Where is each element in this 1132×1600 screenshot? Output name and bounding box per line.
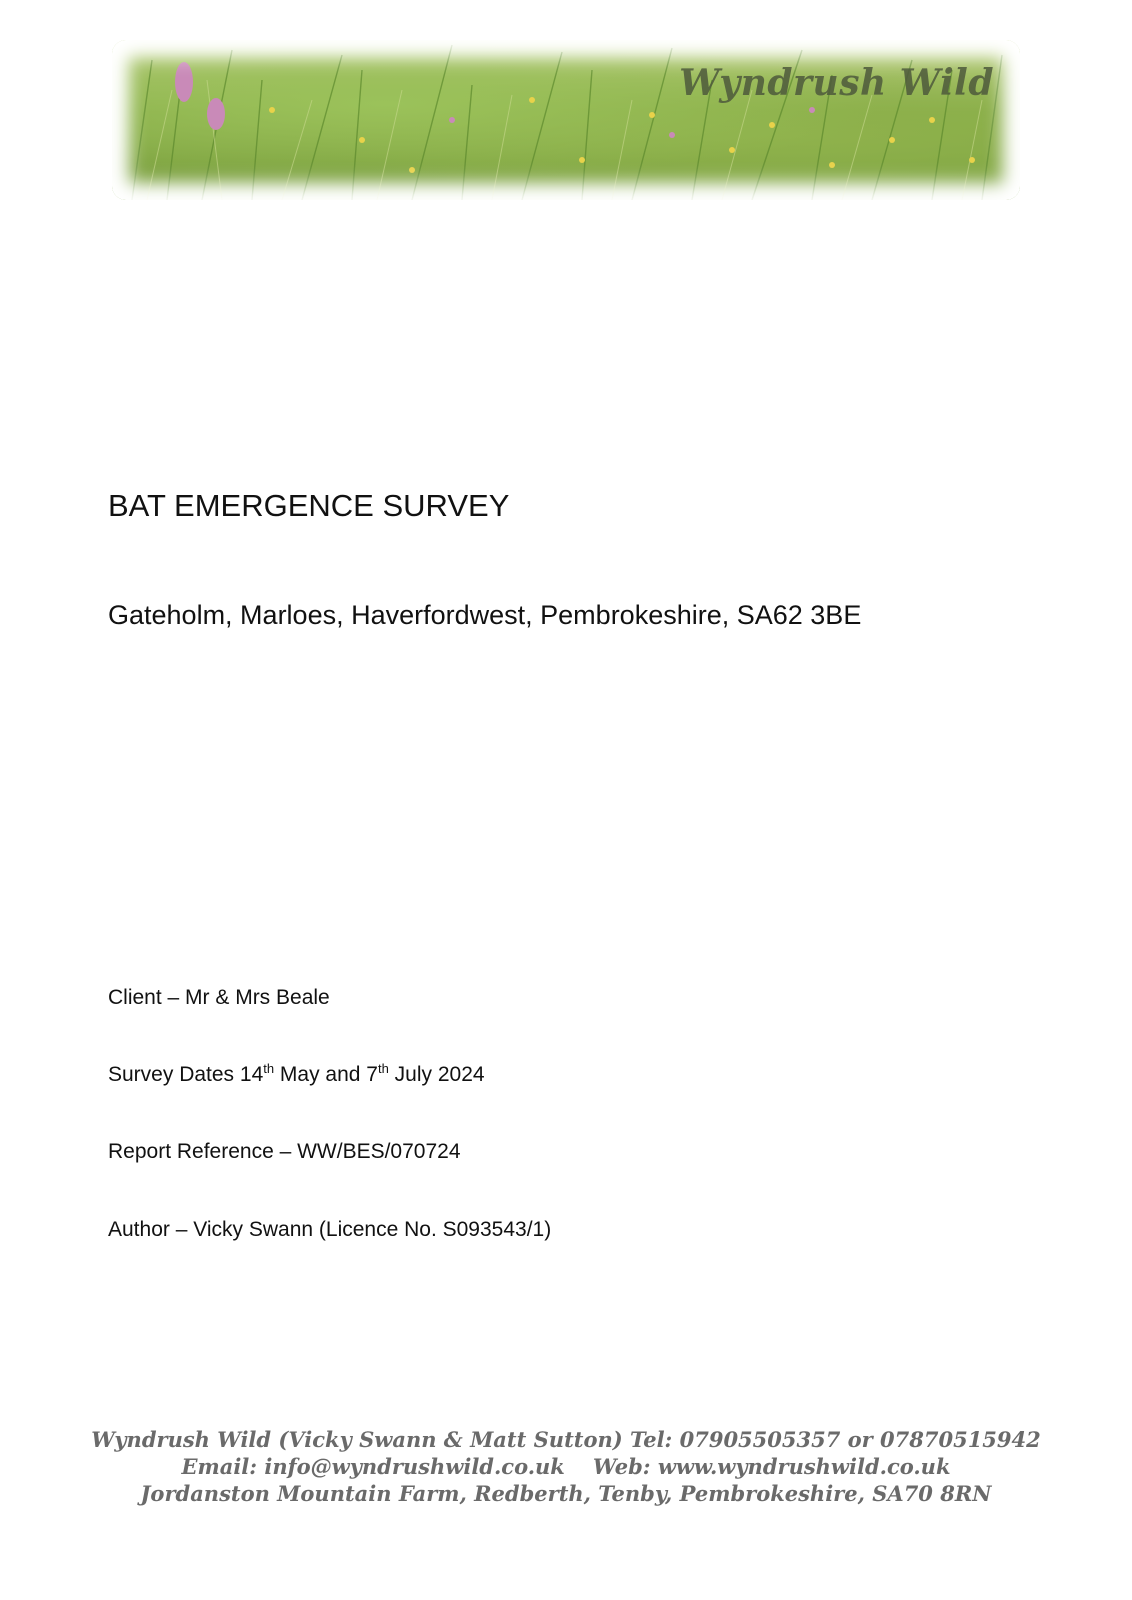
document-title: BAT EMERGENCE SURVEY	[108, 488, 510, 523]
footer-line-address: Jordanston Mountain Farm, Redberth, Tenby, Pembrokeshire, SA70 8RN	[140, 1481, 992, 1506]
report-reference-line: Report Reference – WW/BES/070724	[108, 1140, 461, 1163]
brand-logo-text: Wyndrush Wild	[679, 62, 994, 104]
survey-dates-line	[108, 1063, 485, 1087]
footer-email[interactable]: Email: info@wyndrushwild.co.uk	[181, 1454, 565, 1479]
survey-dates-prefix: Survey Dates 14	[108, 1063, 264, 1086]
ordinal-suffix-1: th	[263, 1061, 275, 1076]
client-line: Client – Mr & Mrs Beale	[108, 986, 330, 1009]
author-line: Author – Vicky Swann (Licence No. S093543/1)	[108, 1218, 552, 1241]
footer-web[interactable]: Web: www.wyndrushwild.co.uk	[592, 1454, 951, 1479]
survey-dates-mid: May and 7	[274, 1063, 378, 1086]
header-banner	[112, 40, 1020, 200]
site-address: Gateholm, Marloes, Haverfordwest, Pembrokeshire, SA62 3BE	[108, 600, 862, 630]
footer-line-email-web	[0, 1453, 1132, 1480]
footer-contact	[0, 1426, 1132, 1507]
survey-dates-suffix: July 2024	[388, 1063, 485, 1086]
ordinal-suffix-2: th	[378, 1061, 389, 1076]
footer-line-names-phone: Wyndrush Wild (Vicky Swann & Matt Sutton) Tel: 07905505357 or 07870515942	[91, 1427, 1041, 1452]
